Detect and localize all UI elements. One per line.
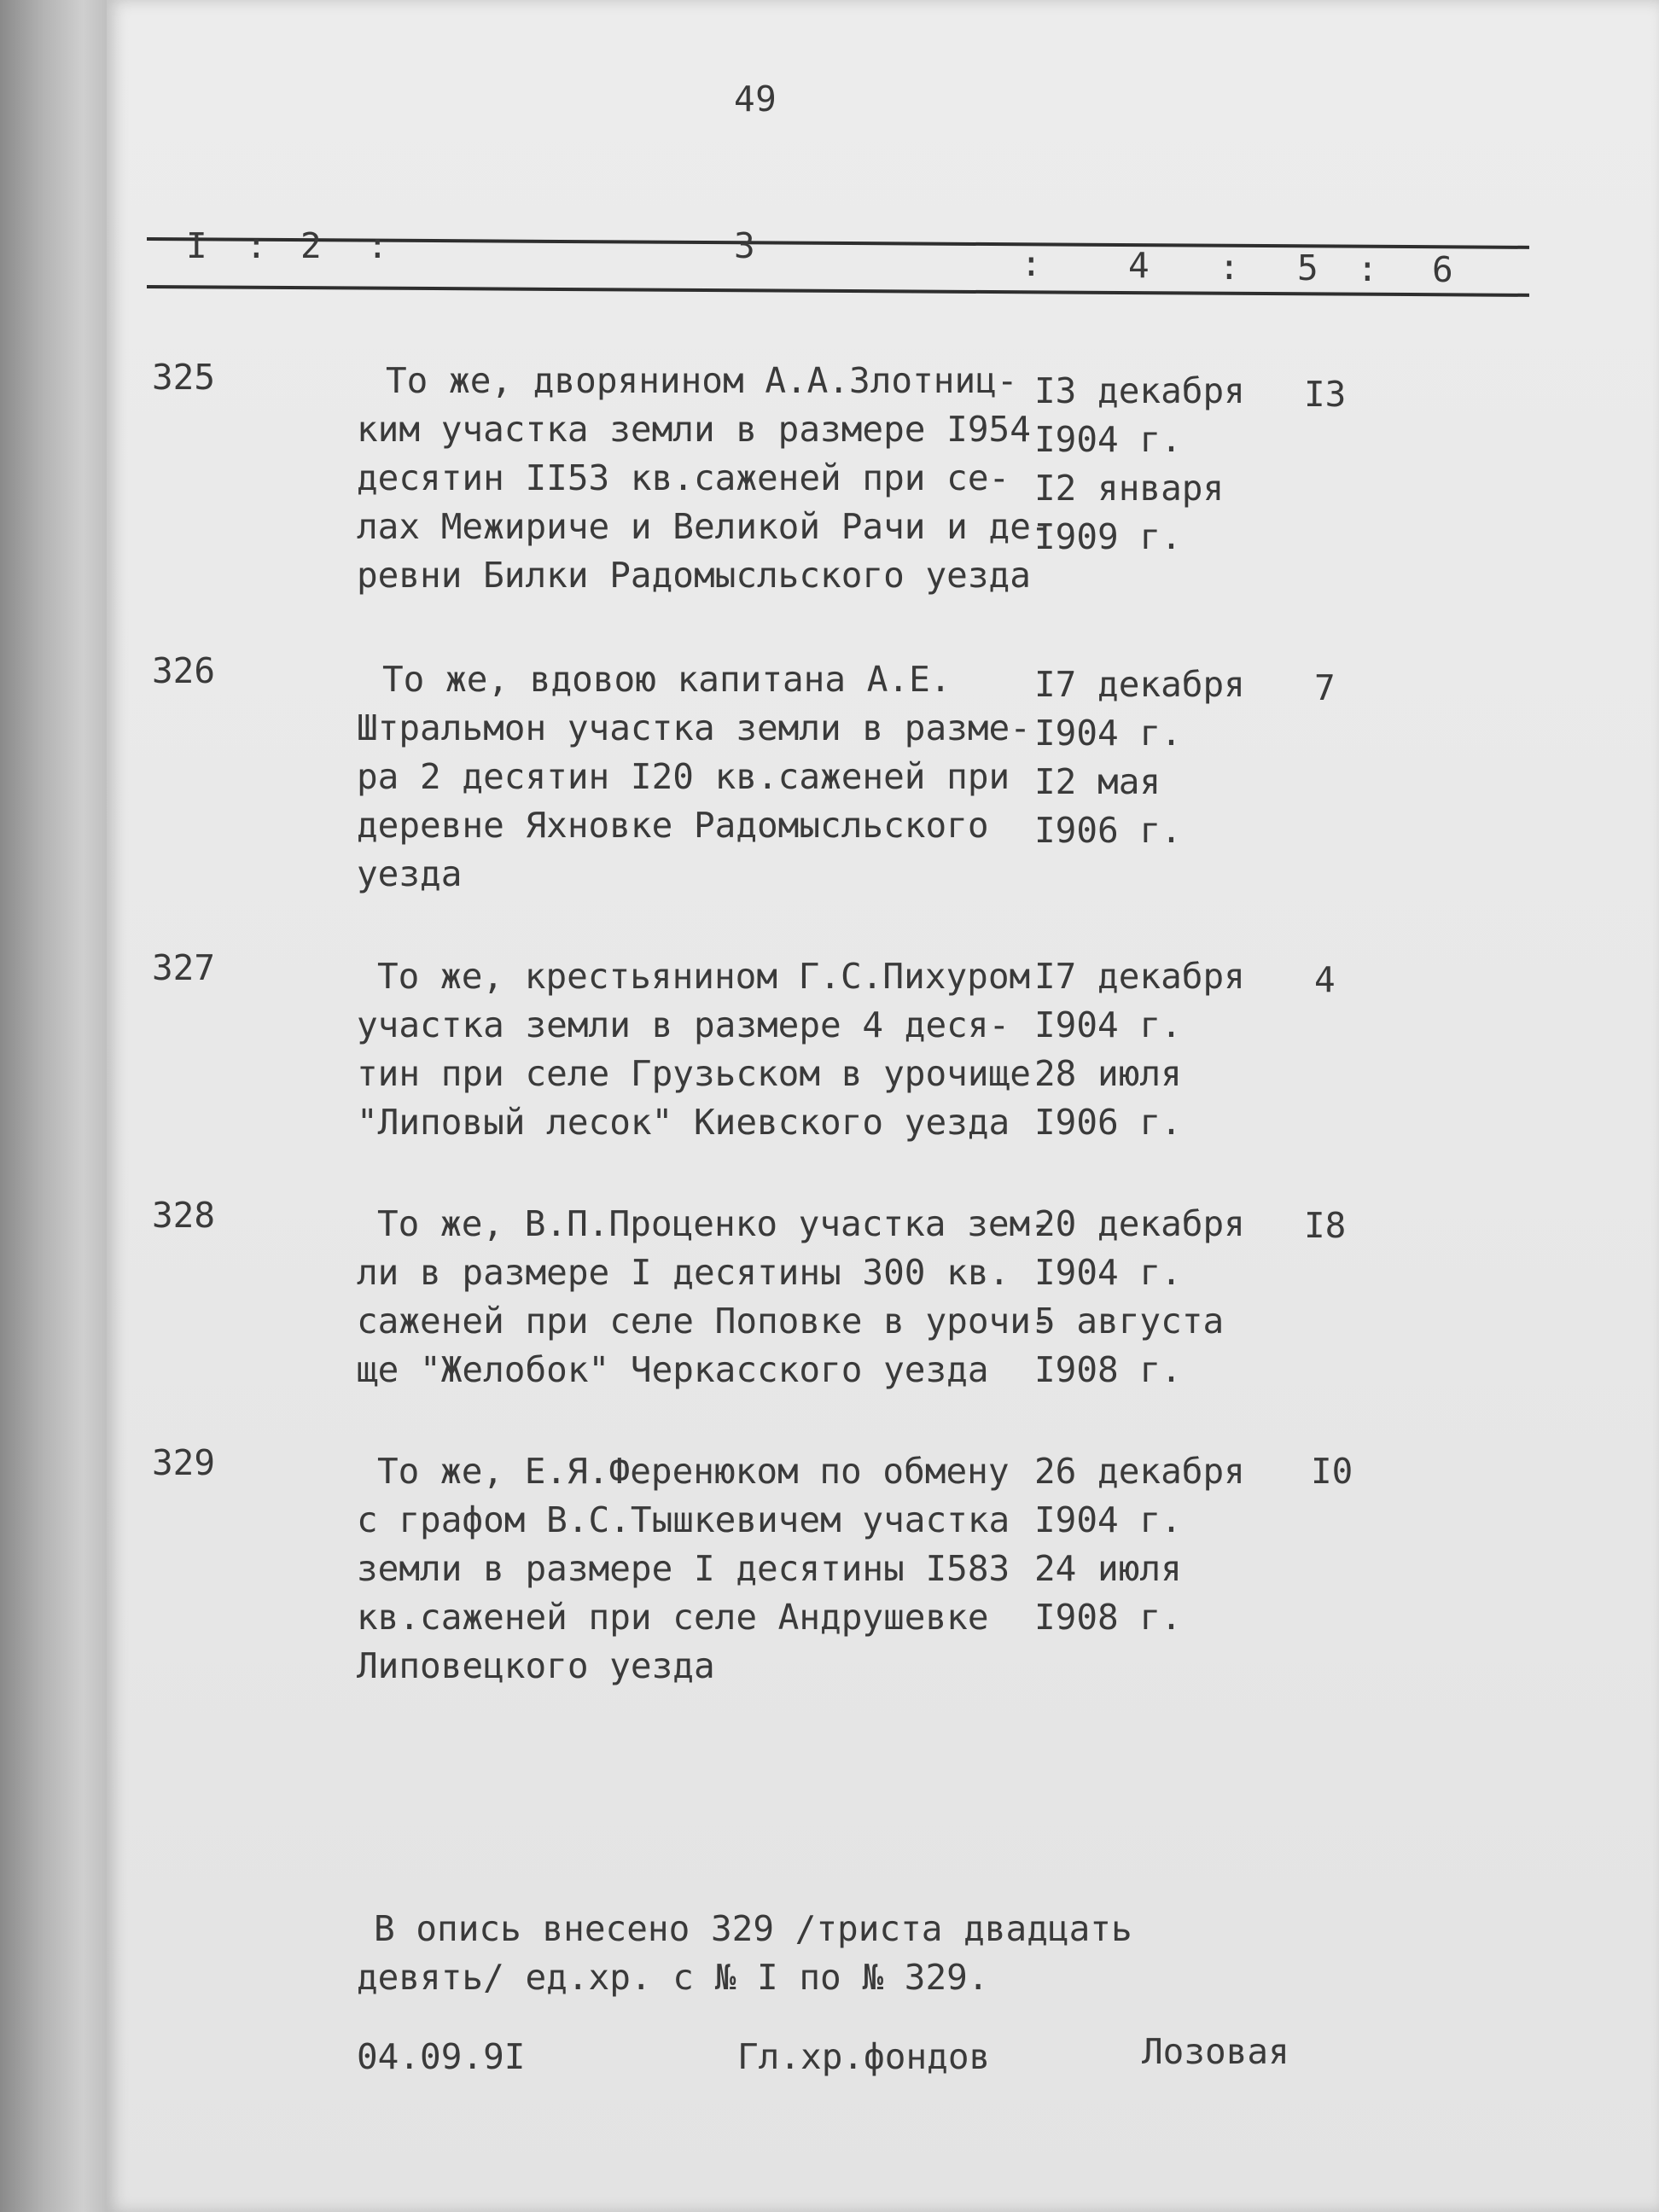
row-dates [1034,952,1290,1147]
row-number: 327 [152,947,216,988]
desc-line: ра 2 десятин I20 кв.саженей при [357,756,1010,797]
row-description [357,357,1052,600]
footer-summary [357,1905,1132,2002]
row-number: 329 [152,1442,216,1483]
desc-line: десятин II53 кв.саженей при се- [357,457,1010,498]
desc-line: То же, крестьянином Г.С.Пихуром [377,956,1031,997]
date-line: I7 декабря [1034,956,1245,997]
date-line: I2 мая [1034,761,1161,802]
date-line: 26 декабря [1034,1451,1245,1492]
footer-date: 04.09.9I [357,2036,526,2077]
header-sep: : [1021,243,1042,284]
row-description [357,952,1031,1147]
desc-line: ким участка земли в размере I954 [357,409,1031,450]
date-line: I908 г. [1034,1349,1182,1390]
footer-line: В опись внесено 329 /триста двадцать [374,1908,1132,1949]
date-line: I904 г. [1034,713,1182,754]
header-col-1: I [186,225,207,266]
desc-line: земли в размере I десятины I583 [357,1548,1010,1589]
desc-line: ревни Билки Радомысльского уезда [357,555,1031,596]
date-line: I906 г. [1034,1102,1182,1143]
desc-line: с графом В.С.Тышкевичем участка [357,1499,1010,1540]
header-col-4: 4 [1128,245,1150,286]
row-number: 328 [152,1195,216,1236]
date-line: I909 г. [1034,516,1182,557]
date-line: I904 г. [1034,1004,1182,1045]
header-sep: : [246,225,267,266]
row-sheets: I3 [1304,374,1347,415]
row-description [357,1200,1052,1394]
header-sep: : [367,225,388,266]
desc-line: То же, В.П.Проценко участка зем- [377,1203,1051,1244]
desc-line: уезда [357,853,463,894]
desc-line: То же, дворянином А.А.Злотниц- [386,360,1018,401]
desc-line: То же, вдовою капитана А.Е. [382,659,952,700]
header-col-5: 5 [1297,247,1318,288]
row-description [357,655,1031,899]
footer-line: девять/ ед.хр. с № I по № 329. [357,1957,989,1998]
desc-line: ли в размере I десятины 300 кв. [357,1252,1010,1293]
desc-line: То же, Е.Я.Ференюком по обмену [377,1451,1010,1492]
date-line: I904 г. [1034,1499,1182,1540]
row-dates [1034,661,1290,855]
page-number: 49 [734,79,777,119]
date-line: I3 декабря [1034,370,1245,411]
row-number: 326 [152,650,216,691]
date-line: I904 г. [1034,419,1182,460]
footer-position: Гл.хр.фондов [737,2036,991,2077]
header-col-2: 2 [300,225,322,266]
date-line: I7 декабря [1034,664,1245,705]
date-line: I908 г. [1034,1597,1182,1638]
desc-line: Липовецкого уезда [357,1645,715,1686]
date-line: 20 декабря [1034,1203,1245,1244]
desc-line: ще "Желобок" Черкасского уезда [357,1349,989,1390]
row-dates [1034,1200,1290,1394]
date-line: I904 г. [1034,1252,1182,1293]
desc-line: саженей при селе Поповке в урочи- [357,1301,1052,1342]
date-line: 5 августа [1034,1301,1225,1342]
date-line: 24 июля [1034,1548,1182,1589]
desc-line: кв.саженей при селе Андрушевке [357,1597,989,1638]
desc-line: Штральмон участка земли в разме- [357,707,1031,748]
book-spine [0,0,111,2212]
row-number: 325 [152,357,216,398]
header-col-3: 3 [734,225,755,266]
desc-line: "Липовый лесок" Киевского уезда [357,1102,1010,1143]
desc-line: участка земли в размере 4 деся- [357,1004,1010,1045]
date-line: I906 г. [1034,810,1182,851]
desc-line: деревне Яхновке Радомысльского [357,805,989,846]
date-line: I2 января [1034,468,1225,509]
header-sep: : [1219,247,1240,288]
row-sheets: 7 [1314,667,1336,708]
header-col-6: 6 [1432,249,1453,290]
footer-signature-name: Лозовая [1142,2031,1289,2072]
date-line: 28 июля [1034,1053,1182,1094]
row-sheets: I0 [1311,1451,1353,1492]
row-description [357,1447,1022,1691]
desc-line: лах Межириче и Великой Рачи и де- [357,506,1052,547]
row-sheets: I8 [1304,1205,1347,1246]
row-sheets: 4 [1314,959,1336,1000]
header-sep: : [1357,248,1378,289]
desc-line: тин при селе Грузьском в урочище [357,1053,1031,1094]
row-dates [1034,367,1290,562]
row-dates [1034,1447,1290,1642]
